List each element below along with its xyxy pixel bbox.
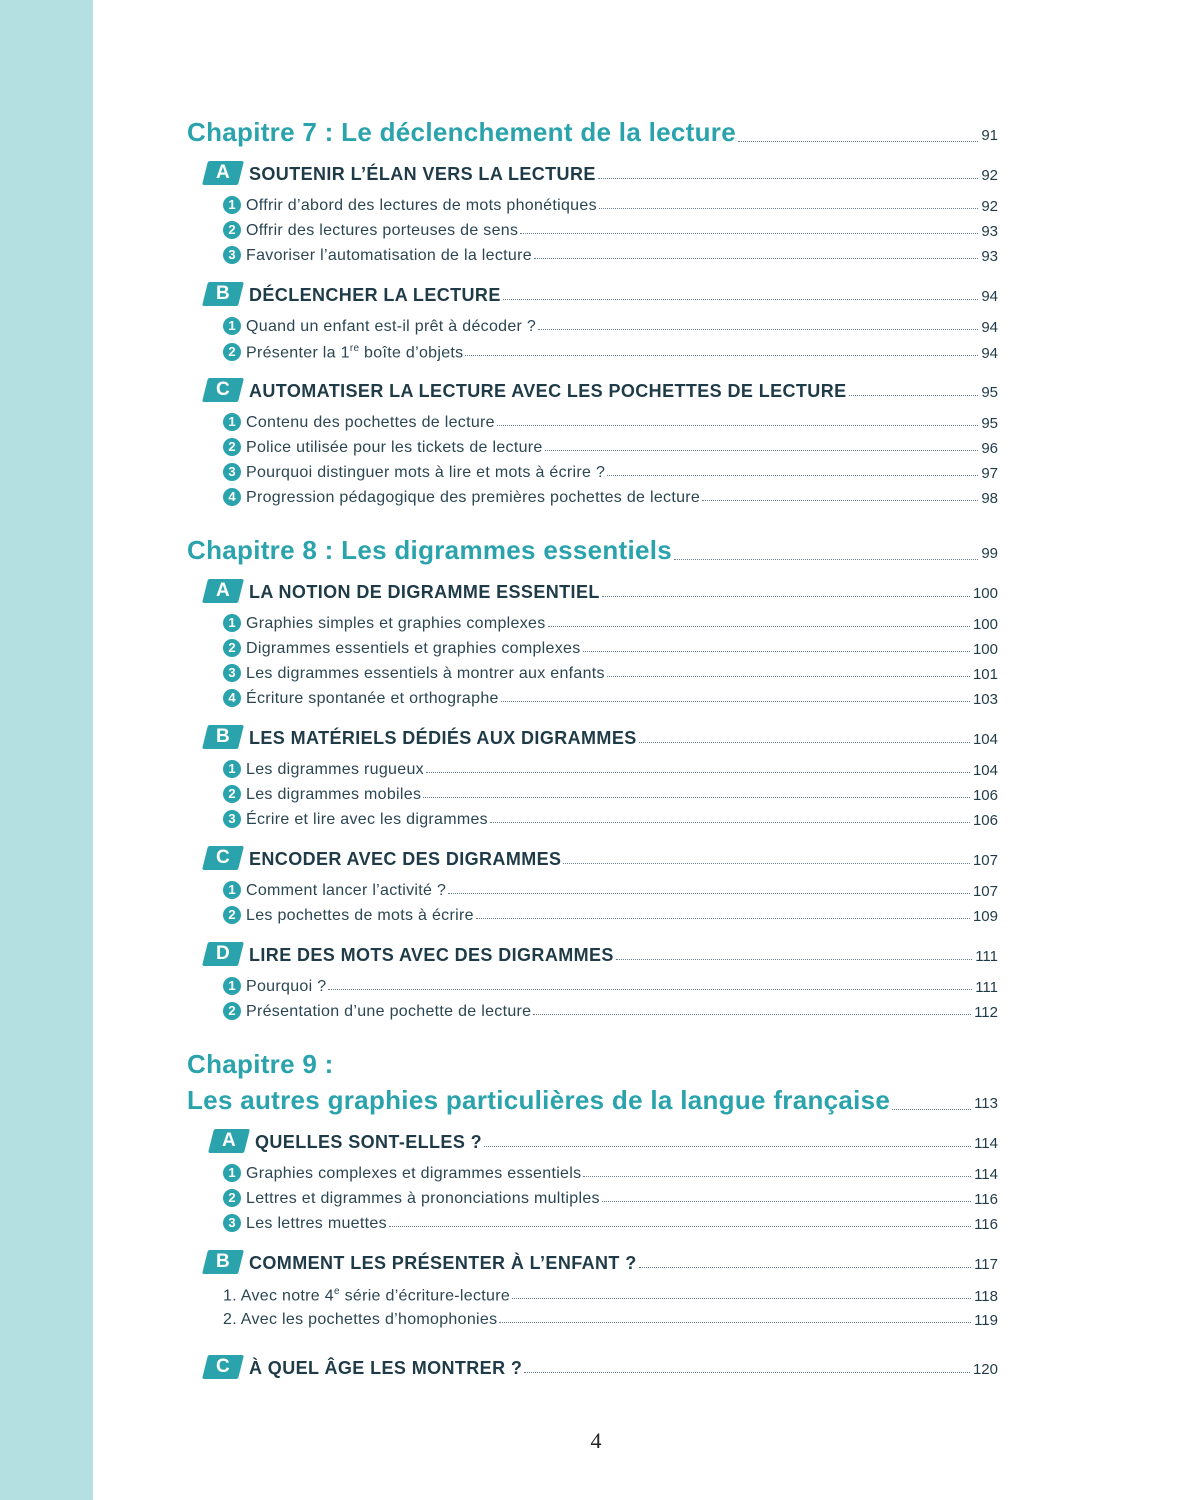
leader-dots bbox=[616, 959, 972, 960]
leader-dots bbox=[639, 742, 970, 743]
section-entry[interactable] bbox=[211, 1129, 998, 1153]
page-number: 96 bbox=[981, 440, 998, 457]
leader-dots bbox=[476, 918, 970, 919]
leader-dots bbox=[738, 141, 978, 142]
leader-dots bbox=[465, 355, 978, 356]
page-number: 120 bbox=[972, 1361, 998, 1378]
subsection-title: Les digrammes essentiels à montrer aux enfants bbox=[246, 665, 605, 682]
chapter-8-entry[interactable] bbox=[187, 535, 998, 566]
section-title: À QUEL ÂGE LES MONTRER ? bbox=[249, 1358, 523, 1378]
leader-dots bbox=[503, 299, 979, 300]
subsection-title: Police utilisée pour les tickets de lecture bbox=[246, 439, 543, 456]
page-number: 100 bbox=[972, 641, 998, 658]
subsection-entry[interactable] bbox=[223, 882, 998, 900]
number-circle-icon: 2 bbox=[223, 906, 241, 924]
subsection-title: Offrir d’abord des lectures de mots phonétiques bbox=[246, 197, 597, 214]
subsection-title: Quand un enfant est-il prêt à décoder ? bbox=[246, 318, 537, 335]
page-number: 94 bbox=[981, 319, 998, 336]
subsection-title: Présentation d’une pochette de lecture bbox=[246, 1003, 532, 1020]
number-circle-icon: 4 bbox=[223, 488, 241, 506]
leader-dots bbox=[538, 329, 978, 330]
section-entry[interactable] bbox=[205, 579, 998, 603]
subsection-entry[interactable] bbox=[223, 811, 998, 829]
page-number: 92 bbox=[981, 167, 998, 184]
leader-dots bbox=[484, 1146, 971, 1147]
left-sidebar-band bbox=[0, 0, 93, 1500]
leader-dots bbox=[607, 475, 978, 476]
subsection-title: Digrammes essentiels et graphies complexes bbox=[246, 640, 581, 657]
section-entry[interactable] bbox=[205, 282, 998, 306]
leader-dots bbox=[599, 208, 978, 209]
subsection-entry[interactable] bbox=[223, 1165, 998, 1183]
subsection-title: 2. Avec les pochettes d’homophonies bbox=[223, 1311, 498, 1328]
subsection-entry[interactable] bbox=[223, 1215, 998, 1233]
page-number: 99 bbox=[981, 545, 998, 562]
number-circle-icon: 1 bbox=[223, 614, 241, 632]
page-number: 111 bbox=[975, 979, 998, 996]
chapter-7-entry[interactable] bbox=[187, 117, 998, 148]
number-circle-icon: 3 bbox=[223, 664, 241, 682]
section-letter-badge: A bbox=[202, 579, 244, 603]
subsection-title: Comment lancer l’activité ? bbox=[246, 882, 447, 899]
number-circle-icon: 2 bbox=[223, 438, 241, 456]
page-number: 104 bbox=[972, 731, 998, 748]
section-title: QUELLES SONT-ELLES ? bbox=[255, 1132, 483, 1152]
subsection-entry[interactable] bbox=[223, 978, 998, 996]
leader-dots bbox=[602, 596, 970, 597]
subsection-title: 1. Avec notre 4e série d’écriture-lecture bbox=[223, 1286, 511, 1305]
subsection-title: Les lettres muettes bbox=[246, 1215, 387, 1232]
subsection-title: Graphies simples et graphies complexes bbox=[246, 615, 546, 632]
chapter-title: Chapitre 8 : Les digrammes essentiels bbox=[187, 535, 673, 565]
subsection-title: Les digrammes rugueux bbox=[246, 761, 424, 778]
page-number: 106 bbox=[972, 812, 998, 829]
number-circle-icon: 1 bbox=[223, 977, 241, 995]
subsection-entry[interactable] bbox=[223, 197, 998, 215]
subsection-entry[interactable] bbox=[223, 318, 998, 336]
page-number: 104 bbox=[972, 762, 998, 779]
section-letter-badge: A bbox=[202, 161, 244, 185]
leader-dots bbox=[534, 258, 978, 259]
subsection-title: Présenter la 1re boîte d’objets bbox=[246, 343, 464, 362]
subsection-title: Écrire et lire avec les digrammes bbox=[246, 811, 488, 828]
page-number: 114 bbox=[974, 1166, 998, 1183]
section-entry[interactable] bbox=[205, 161, 998, 185]
section-entry[interactable] bbox=[205, 1355, 998, 1379]
page-number: 107 bbox=[972, 852, 998, 869]
subsection-title: Les pochettes de mots à écrire bbox=[246, 907, 474, 924]
subsection-entry[interactable] bbox=[223, 907, 998, 925]
chapter-9-title-line: Chapitre 9 : bbox=[187, 1049, 334, 1079]
page-number: 101 bbox=[972, 666, 998, 683]
leader-dots bbox=[583, 651, 970, 652]
subsection-title: Graphies complexes et digrammes essentiels bbox=[246, 1165, 582, 1182]
page-number: 93 bbox=[981, 248, 998, 265]
section-entry[interactable] bbox=[205, 846, 998, 870]
leader-dots bbox=[892, 1109, 971, 1110]
number-circle-icon: 1 bbox=[223, 317, 241, 335]
leader-dots bbox=[545, 450, 979, 451]
subsection-title: Progression pédagogique des premières pochettes de lecture bbox=[246, 489, 701, 506]
number-circle-icon: 3 bbox=[223, 1214, 241, 1232]
leader-dots bbox=[426, 772, 970, 773]
number-circle-icon: 4 bbox=[223, 689, 241, 707]
subsection-entry[interactable] bbox=[223, 690, 998, 708]
section-title: LIRE DES MOTS AVEC DES DIGRAMMES bbox=[249, 945, 614, 965]
subsection-entry[interactable] bbox=[223, 1003, 998, 1021]
page-number: 119 bbox=[974, 1312, 998, 1329]
page-number: 112 bbox=[974, 1004, 998, 1021]
subsection-title: Offrir des lectures porteuses de sens bbox=[246, 222, 519, 239]
number-circle-icon: 3 bbox=[223, 463, 241, 481]
leader-dots bbox=[490, 822, 970, 823]
section-letter-badge: B bbox=[202, 1250, 244, 1274]
section-title: LES MATÉRIELS DÉDIÉS AUX DIGRAMMES bbox=[249, 728, 637, 748]
subsection-entry[interactable] bbox=[223, 761, 998, 779]
number-circle-icon: 2 bbox=[223, 343, 241, 361]
page-number: 92 bbox=[981, 198, 998, 215]
leader-dots bbox=[328, 989, 972, 990]
subsection-title: Les digrammes mobiles bbox=[246, 786, 422, 803]
leader-dots bbox=[583, 1176, 971, 1177]
section-title: LA NOTION DE DIGRAMME ESSENTIEL bbox=[249, 582, 600, 602]
page-number: 107 bbox=[972, 883, 998, 900]
leader-dots bbox=[499, 1322, 971, 1323]
leader-dots bbox=[512, 1298, 971, 1299]
page-number: 109 bbox=[972, 908, 998, 925]
section-entry[interactable] bbox=[205, 378, 998, 402]
number-circle-icon: 2 bbox=[223, 639, 241, 657]
subsection-entry[interactable] bbox=[223, 640, 998, 658]
page-number: 116 bbox=[974, 1216, 998, 1233]
section-letter-badge: D bbox=[202, 942, 244, 966]
subsection-title: Écriture spontanée et orthographe bbox=[246, 690, 499, 707]
page-number: 95 bbox=[981, 415, 998, 432]
subsection-title: Contenu des pochettes de lecture bbox=[246, 414, 495, 431]
leader-dots bbox=[448, 893, 970, 894]
subsection-entry[interactable] bbox=[223, 1286, 998, 1305]
section-letter-badge: B bbox=[202, 725, 244, 749]
subsection-entry[interactable] bbox=[223, 247, 998, 265]
subsection-entry[interactable] bbox=[223, 665, 998, 683]
page-number: 116 bbox=[974, 1191, 998, 1208]
section-entry[interactable] bbox=[205, 942, 998, 966]
number-circle-icon: 1 bbox=[223, 881, 241, 899]
subsection-entry[interactable] bbox=[223, 464, 998, 482]
number-circle-icon: 1 bbox=[223, 413, 241, 431]
subsection-entry[interactable] bbox=[223, 439, 998, 457]
leader-dots bbox=[602, 1201, 971, 1202]
page-number: 91 bbox=[981, 127, 998, 144]
subsection-entry[interactable] bbox=[223, 615, 998, 633]
subsection-entry[interactable] bbox=[223, 222, 998, 240]
page-number: 117 bbox=[974, 1256, 998, 1273]
leader-dots bbox=[548, 626, 970, 627]
number-circle-icon: 3 bbox=[223, 246, 241, 264]
subsection-title: Favoriser l’automatisation de la lecture bbox=[246, 247, 532, 264]
subsection-entry[interactable] bbox=[223, 786, 998, 804]
chapter-title: Chapitre 7 : Le déclenchement de la lecture bbox=[187, 117, 736, 147]
page-number: 111 bbox=[975, 948, 998, 965]
section-title: SOUTENIR L’ÉLAN VERS LA LECTURE bbox=[249, 164, 596, 184]
section-letter-badge: C bbox=[202, 846, 244, 870]
number-circle-icon: 3 bbox=[223, 810, 241, 828]
section-letter-badge: C bbox=[202, 378, 244, 402]
page-number: 100 bbox=[972, 585, 998, 602]
section-entry[interactable] bbox=[205, 725, 998, 749]
section-entry[interactable] bbox=[205, 1250, 998, 1274]
leader-dots bbox=[497, 425, 978, 426]
section-letter-badge: C bbox=[202, 1355, 244, 1379]
leader-dots bbox=[520, 233, 978, 234]
subsection-title: Lettres et digrammes à prononciations multiples bbox=[246, 1190, 600, 1207]
leader-dots bbox=[607, 676, 970, 677]
page-number: 113 bbox=[974, 1095, 998, 1112]
leader-dots bbox=[598, 178, 979, 179]
section-title: DÉCLENCHER LA LECTURE bbox=[249, 285, 501, 305]
subsection-entry[interactable] bbox=[223, 489, 998, 507]
leader-dots bbox=[702, 500, 978, 501]
subsection-title: Pourquoi distinguer mots à lire et mots à écrire ? bbox=[246, 464, 606, 481]
page-number: 103 bbox=[972, 691, 998, 708]
section-title: AUTOMATISER LA LECTURE AVEC LES POCHETTES DE LECTURE bbox=[249, 381, 847, 401]
section-title: ENCODER AVEC DES DIGRAMMES bbox=[249, 849, 562, 869]
subsection-entry[interactable] bbox=[223, 1190, 998, 1208]
page-number: 106 bbox=[972, 787, 998, 804]
subsection-entry[interactable] bbox=[223, 343, 998, 362]
page-number: 100 bbox=[972, 616, 998, 633]
number-circle-icon: 2 bbox=[223, 1189, 241, 1207]
page-number: 97 bbox=[981, 465, 998, 482]
page-number: 94 bbox=[981, 345, 998, 363]
leader-dots bbox=[849, 395, 979, 396]
number-circle-icon: 1 bbox=[223, 196, 241, 214]
chapter-title: Les autres graphies particulières de la langue française bbox=[187, 1085, 891, 1115]
section-letter-badge: A bbox=[208, 1129, 250, 1153]
leader-dots bbox=[423, 797, 970, 798]
number-circle-icon: 1 bbox=[223, 1164, 241, 1182]
page-number: 114 bbox=[974, 1135, 998, 1152]
leader-dots bbox=[563, 863, 970, 864]
number-circle-icon: 2 bbox=[223, 785, 241, 803]
page-number: 98 bbox=[981, 490, 998, 507]
number-circle-icon: 2 bbox=[223, 221, 241, 239]
leader-dots bbox=[533, 1014, 971, 1015]
section-letter-badge: B bbox=[202, 282, 244, 306]
subsection-entry[interactable] bbox=[223, 414, 998, 432]
subsection-title: Pourquoi ? bbox=[246, 978, 327, 995]
leader-dots bbox=[389, 1226, 971, 1227]
subsection-entry[interactable] bbox=[223, 1311, 998, 1329]
leader-dots bbox=[674, 559, 978, 560]
leader-dots bbox=[501, 701, 970, 702]
leader-dots bbox=[524, 1372, 970, 1373]
chapter-9-entry[interactable] bbox=[187, 1085, 998, 1116]
page-footer-number: 4 bbox=[590, 1428, 602, 1453]
page-number: 118 bbox=[974, 1288, 998, 1306]
page-number: 95 bbox=[981, 384, 998, 401]
number-circle-icon: 2 bbox=[223, 1002, 241, 1020]
page-number: 93 bbox=[981, 223, 998, 240]
page-number: 94 bbox=[981, 288, 998, 305]
section-title: COMMENT LES PRÉSENTER À L’ENFANT ? bbox=[249, 1253, 637, 1273]
leader-dots bbox=[639, 1267, 971, 1268]
number-circle-icon: 1 bbox=[223, 760, 241, 778]
